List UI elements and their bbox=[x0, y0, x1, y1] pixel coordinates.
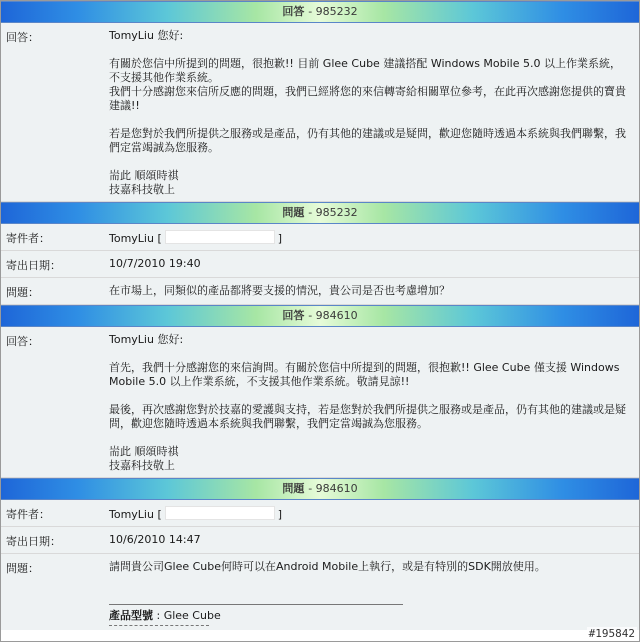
question-text: 在市場上，同類似的產品都將要支援的情況，貴公司是否也考慮增加？ bbox=[109, 284, 450, 297]
product-line bbox=[109, 609, 629, 623]
sender-row bbox=[1, 224, 639, 251]
sender-label: 寄件者： bbox=[6, 508, 50, 521]
answer-header-bar: 回答 - 985232 bbox=[1, 1, 639, 23]
answer-header-title: 回答 bbox=[282, 5, 305, 18]
answer-closing: 耑此 順頌時祺 bbox=[109, 169, 179, 182]
question-header-title: 問題 bbox=[282, 206, 305, 219]
answer-label: 回答： bbox=[6, 31, 39, 44]
sender-name: TomyLiu [ bbox=[109, 508, 162, 521]
question-body bbox=[105, 554, 639, 630]
product-label: 產品型號 bbox=[109, 609, 153, 622]
answer-paragraph: 有關於您信中所提到的問題，很抱歉!! 目前 Glee Cube 建議搭配 Windows Mobile 5.0 以上作業系統，不支援其他作業系統。 bbox=[109, 57, 621, 84]
answer-signature: 技嘉科技敬上 bbox=[109, 183, 175, 196]
answer-row bbox=[1, 23, 639, 202]
date-row bbox=[1, 527, 639, 554]
answer-header-bar: 回答 - 984610 bbox=[1, 305, 639, 327]
answer-greeting: TomyLiu 您好: bbox=[109, 333, 184, 346]
answer-paragraph: 若是您對於我們所提供之服務或是產品，仍有其他的建議或是疑問，歡迎您隨時透過本系統與我們聯繫，我們定當竭誠為您服務。 bbox=[109, 127, 626, 154]
divider bbox=[109, 604, 403, 605]
answer-body bbox=[105, 23, 639, 201]
answer-signature: 技嘉科技敬上 bbox=[109, 459, 175, 472]
sender-bracket: ] bbox=[277, 232, 283, 245]
date-value: 10/6/2010 14:47 bbox=[109, 533, 201, 546]
question-header-id: 985232 bbox=[315, 206, 358, 219]
sender-name: TomyLiu [ bbox=[109, 232, 162, 245]
sender-row bbox=[1, 500, 639, 527]
date-label: 寄出日期： bbox=[6, 535, 61, 548]
redacted-email bbox=[165, 230, 275, 244]
question-header-id: 984610 bbox=[315, 482, 358, 495]
question-label: 問題： bbox=[6, 286, 39, 299]
sender-value bbox=[105, 224, 639, 250]
sender-value bbox=[105, 500, 639, 526]
date-value: 10/7/2010 19:40 bbox=[109, 257, 201, 270]
question-header-bar: 問題 - 984610 bbox=[1, 478, 639, 500]
sender-bracket: ] bbox=[277, 508, 283, 521]
question-header-title: 問題 bbox=[282, 482, 305, 495]
question-text: 請問貴公司Glee Cube何時可以在Android Mobile上執行，或是有特別的SDK開放使用。 bbox=[109, 560, 546, 573]
answer-label: 回答： bbox=[6, 335, 39, 348]
date-row bbox=[1, 251, 639, 278]
answer-row bbox=[1, 327, 639, 478]
sender-label: 寄件者： bbox=[6, 232, 50, 245]
question-label: 問題： bbox=[6, 562, 39, 575]
answer-paragraph: 首先，我們十分感謝您的來信詢問。有關於您信中所提到的問題，很抱歉!! Glee Cube 僅支援 Windows Mobile 5.0 以上作業系統，不支援其他作業系統。敬請見諒!! bbox=[109, 361, 620, 388]
redacted-email bbox=[165, 506, 275, 520]
answer-closing: 耑此 順頌時祺 bbox=[109, 445, 179, 458]
question-row bbox=[1, 278, 639, 305]
divider-dashed bbox=[109, 625, 209, 626]
answer-header-title: 回答 bbox=[282, 309, 305, 322]
answer-paragraph: 最後，再次感謝您對於技嘉的愛護與支持，若是您對於我們所提供之服務或是產品，仍有其他的建議或是疑問，歡迎您隨時透過本系統與我們聯繫，我們定當竭誠為您服務。 bbox=[109, 403, 626, 430]
product-value: : Glee Cube bbox=[153, 609, 221, 622]
date-label: 寄出日期： bbox=[6, 259, 61, 272]
answer-paragraph: 我們十分感謝您來信所反應的問題，我們已經將您的來信轉寄給相關單位參考，在此再次感謝您提供的寶貴建議!! bbox=[109, 85, 626, 112]
answer-header-id: 984610 bbox=[315, 309, 358, 322]
question-header-bar: 問題 - 985232 bbox=[1, 202, 639, 224]
answer-body bbox=[105, 327, 639, 477]
question-row bbox=[1, 554, 639, 630]
answer-greeting: TomyLiu 您好: bbox=[109, 29, 184, 42]
watermark: #195842 bbox=[588, 627, 635, 640]
answer-header-id: 985232 bbox=[315, 5, 358, 18]
